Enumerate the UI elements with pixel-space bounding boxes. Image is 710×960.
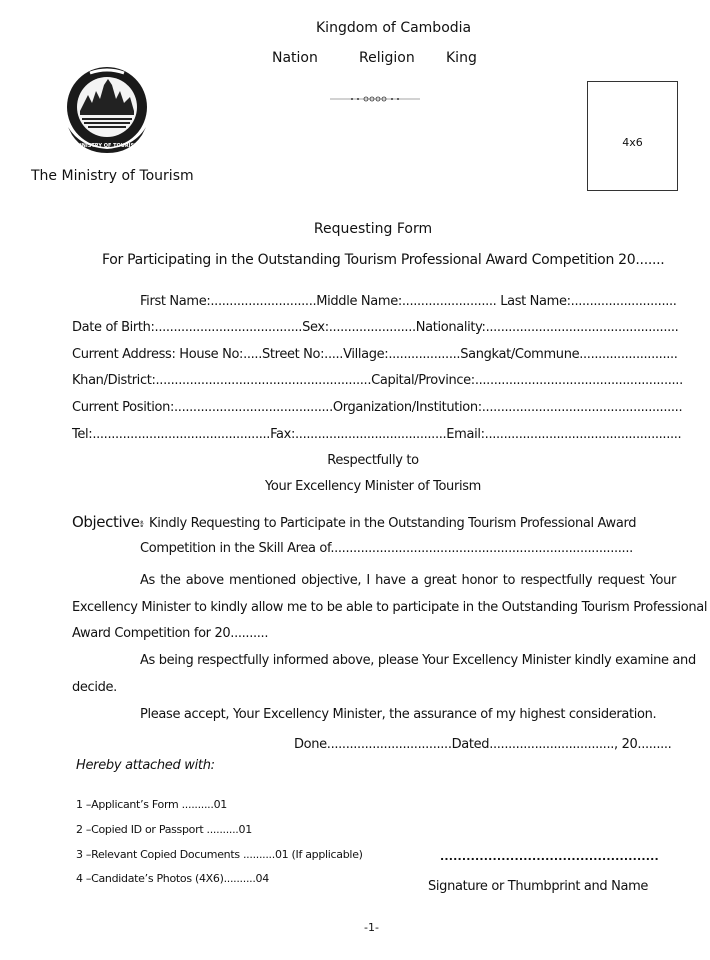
attachment-item: 3 –Relevant Copied Documents ..........01 (If applicable) bbox=[76, 848, 363, 861]
field-line-position-organization[interactable]: Current Position:..........................................Organization/Institution:..................................................... bbox=[72, 400, 683, 415]
done-dated-line[interactable]: Done.................................Dated................................., 20......... bbox=[294, 737, 672, 752]
signature-label: Signature or Thumbprint and Name bbox=[428, 879, 649, 894]
addressee-line-1: Respectfully to bbox=[327, 453, 419, 468]
objective-text-line-2[interactable]: Competition in the Skill Area of................................................................................ bbox=[140, 541, 633, 556]
kingdom-title: Kingdom of Cambodia bbox=[316, 20, 472, 36]
objective-separator: ៖ bbox=[139, 519, 144, 530]
objective-label: Objective bbox=[72, 513, 140, 531]
paragraph-1-line-2: Excellency Minister to kindly allow me to be able to participate in the Outstanding Tourism Professional bbox=[72, 600, 708, 615]
field-line-district-province[interactable]: Khan/District:.........................................................Capital/Province:....................................................... bbox=[72, 373, 683, 388]
page-number: -1- bbox=[364, 921, 379, 934]
field-line-birth-sex-nationality[interactable]: Date of Birth:.......................................Sex:.......................Nationality:................................................... bbox=[72, 320, 679, 335]
field-line-tel-fax-email[interactable]: Tel:...............................................Fax:........................................Email:.................................................... bbox=[72, 427, 682, 442]
attachment-item: 1 –Applicant’s Form ..........01 bbox=[76, 798, 227, 811]
photo-placeholder-box bbox=[587, 81, 678, 191]
motto-king: King bbox=[446, 50, 477, 66]
attachments-heading: Hereby attached with: bbox=[76, 758, 215, 773]
attachment-item: 2 –Copied ID or Passport ..........01 bbox=[76, 823, 252, 836]
field-line-names[interactable]: First Name:............................Middle Name:......................... Last Name:............................ bbox=[140, 294, 677, 309]
ministry-name: The Ministry of Tourism bbox=[31, 168, 194, 184]
attachment-item: 4 –Candidate’s Photos (4X6)..........04 bbox=[76, 872, 269, 885]
objective-row bbox=[72, 512, 636, 532]
ornament-divider-icon bbox=[330, 95, 420, 103]
motto-nation: Nation bbox=[272, 50, 318, 66]
paragraph-2-line-2: decide. bbox=[72, 680, 117, 695]
objective-text-line-1: Kindly Requesting to Participate in the Outstanding Tourism Professional Award bbox=[149, 516, 637, 531]
field-line-address[interactable]: Current Address: House No:.....Street No:.....Village:...................Sangkat/Commune.......................... bbox=[72, 347, 678, 362]
paragraph-1-line-3: Award Competition for 20.......... bbox=[72, 626, 269, 641]
paragraph-1-line-1: As the above mentioned objective, I have a great honor to respectfully request Your bbox=[140, 573, 676, 588]
ministry-seal-logo bbox=[60, 65, 155, 157]
form-subtitle: For Participating in the Outstanding Tourism Professional Award Competition 20....... bbox=[102, 252, 665, 268]
paragraph-3: Please accept, Your Excellency Minister, the assurance of my highest consideration. bbox=[140, 707, 657, 722]
photo-size-label: 4x6 bbox=[622, 136, 643, 149]
paragraph-2-line-1: As being respectfully informed above, please Your Excellency Minister kindly examine and bbox=[140, 653, 696, 668]
form-title: Requesting Form bbox=[313, 221, 433, 237]
signature-line[interactable]: .................................................. bbox=[440, 850, 659, 863]
addressee-line-2: Your Excellency Minister of Tourism bbox=[265, 479, 481, 494]
logo-text: MINISTRY OF TOURISM bbox=[74, 143, 140, 149]
motto-religion: Religion bbox=[359, 50, 415, 66]
